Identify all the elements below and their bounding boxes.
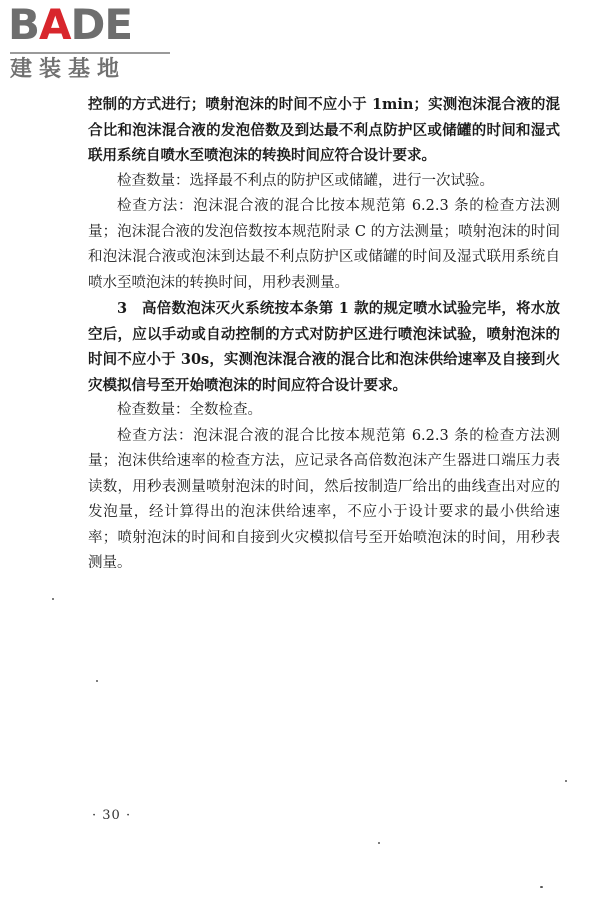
scan-speck bbox=[96, 680, 98, 682]
scan-speck bbox=[378, 842, 380, 844]
paragraph-inspection-quantity: 检查数量：选择最不利点的防护区或储罐，进行一次试验。 bbox=[117, 172, 494, 189]
scan-speck bbox=[540, 886, 543, 888]
logo-letter-a: A bbox=[39, 0, 71, 49]
logo-subtitle: 建装基地 bbox=[10, 57, 127, 82]
scan-speck bbox=[565, 780, 567, 782]
logo-letter-b: B bbox=[8, 0, 40, 49]
scan-speck bbox=[52, 598, 54, 600]
logo-letters-de: DE bbox=[70, 0, 133, 49]
paragraph-clause-3: 3 高倍数泡沫灭火系统按本条第 1 款的规定喷水试验完毕，将水放空后，应以手动或自动控制的方式对防护区进行喷泡沫试验，喷射泡沫的时间不应小于 30s，实测泡沫混合液的混合比和泡沫供给速率及自接到火灾模拟信号至开始喷泡沫的时间应符合设计要求。 bbox=[88, 300, 560, 394]
logo-wordmark bbox=[8, 0, 132, 50]
paragraph-inspection-quantity-2: 检查数量：全数检查。 bbox=[117, 402, 262, 418]
document-body bbox=[88, 92, 560, 577]
paragraph-inspection-method-2: 检查方法：泡沫混合液的混合比按本规范第 6.2.3 条的检查方法测量；泡沫供给速率的检查方法，应记录各高倍数泡沫产生器进口端压力表读数，用秒表测量喷射泡沫的时间，然后按制造厂给出的曲线查出对应的发泡量，经计算得出的泡沫供给速率，不应小于设计要求的最小供给速率；喷射泡沫的时间和自接到火灾模拟信号至开始喷泡沫的时间，用秒表测量。 bbox=[88, 427, 560, 571]
paragraph-continuation: 控制的方式进行；喷射泡沫的时间不应小于 1min；实测泡沫混合液的混合比和泡沫混合液的发泡倍数及到达最不利点防护区或储罐的时间和湿式联用系统自喷水至喷泡沫的转换时间应符合设计要求。 bbox=[88, 96, 560, 164]
bade-logo bbox=[6, 0, 176, 84]
page-number: · 30 · bbox=[92, 808, 132, 823]
logo-divider bbox=[10, 52, 170, 54]
paragraph-inspection-method: 检查方法：泡沫混合液的混合比按本规范第 6.2.3 条的检查方法测量；泡沫混合液的发泡倍数按本规范附录 C 的方法测量；喷射泡沫的时间和泡沫混合液或泡沫到达最不利点防护区或储罐的时间及湿式联用系统自喷水至喷泡沫的转换时间，用秒表测量。 bbox=[88, 198, 560, 291]
